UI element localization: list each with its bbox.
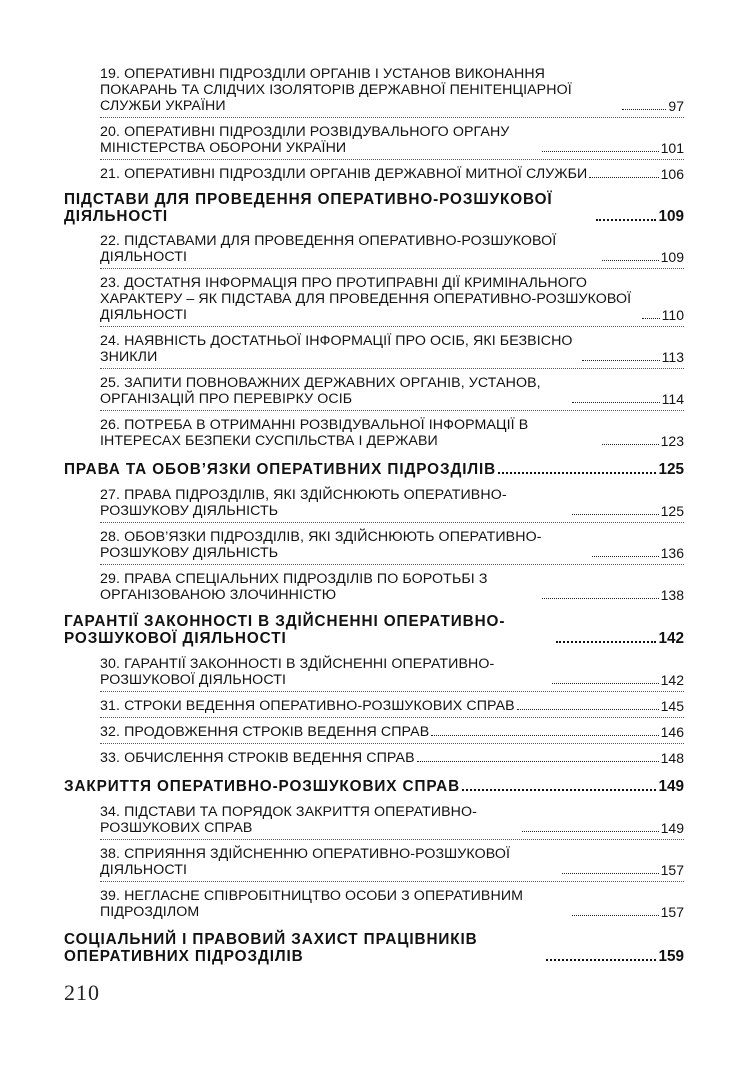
dot-leader	[498, 472, 656, 474]
separator	[100, 881, 684, 882]
toc-entry-title: 19. ОПЕРАТИВНІ ПІДРОЗДІЛИ ОРГАНІВ І УСТАНОВ ВИКОНАННЯ ПОКАРАНЬ ТА СЛІДЧИХ ІЗОЛЯТОРІВ ДЕРЖАВНОЇ ПЕНІТЕНЦІАРНОЇ СЛУЖБИ УКРАЇНИ	[100, 66, 572, 114]
toc-entry-page: 145	[660, 698, 684, 714]
toc-entry-page: 123	[660, 433, 684, 449]
toc-entry-title: 22. ПІДСТАВАМИ ДЛЯ ПРОВЕДЕННЯ ОПЕРАТИВНО-РОЗШУКОВОЇ ДІЯЛЬНОСТІ	[100, 233, 557, 265]
toc-entry-page: 148	[660, 750, 684, 766]
toc-entry[interactable]	[100, 166, 684, 182]
toc-entry[interactable]	[100, 724, 684, 740]
toc-entry-title: 21. ОПЕРАТИВНІ ПІДРОЗДІЛИ ОРГАНІВ ДЕРЖАВНОЇ МИТНОЇ СЛУЖБИ	[100, 166, 588, 182]
table-of-contents	[64, 64, 684, 965]
toc-section-page: 109	[658, 208, 684, 225]
toc-entry-title: 30. ГАРАНТІЇ ЗАКОННОСТІ В ЗДІЙСНЕННІ ОПЕРАТИВНО-РОЗШУКОВОЇ ДІЯЛЬНОСТІ	[100, 656, 495, 688]
dot-leader	[602, 444, 659, 445]
toc-entry[interactable]	[100, 124, 684, 156]
toc-entry-title: 28. ОБОВ’ЯЗКИ ПІДРОЗДІЛІВ, ЯКІ ЗДІЙСНЮЮТЬ ОПЕРАТИВНО-РОЗШУКОВУ ДІЯЛЬНІСТЬ	[100, 529, 542, 561]
toc-entry-title: 34. ПІДСТАВИ ТА ПОРЯДОК ЗАКРИТТЯ ОПЕРАТИВНО-РОЗШУКОВИХ СПРАВ	[100, 804, 477, 836]
toc-entry[interactable]	[100, 888, 684, 920]
toc-entry[interactable]	[100, 233, 684, 265]
toc-entry[interactable]	[100, 333, 684, 365]
dot-leader	[592, 556, 659, 557]
toc-entry-page: 157	[660, 862, 684, 878]
toc-entry-title: 23. ДОСТАТНЯ ІНФОРМАЦІЯ ПРО ПРОТИПРАВНІ ДІЇ КРИМІНАЛЬНОГО ХАРАКТЕРУ – ЯК ПІДСТАВА ДЛЯ ПРОВЕДЕННЯ ОПЕРАТИВНО-РОЗШУКОВОЇ ДІЯЛЬНОСТІ	[100, 275, 632, 323]
toc-entry-title: 31. СТРОКИ ВЕДЕННЯ ОПЕРАТИВНО-РОЗШУКОВИХ СПРАВ	[100, 698, 515, 714]
toc-entry-page: 106	[660, 166, 684, 182]
dot-leader	[517, 709, 659, 710]
dot-leader	[596, 219, 656, 221]
toc-entry-page: 146	[660, 724, 684, 740]
toc-section-page: 149	[658, 778, 684, 795]
dot-leader	[417, 761, 659, 762]
toc-section[interactable]	[64, 613, 684, 647]
toc-entry-title: 20. ОПЕРАТИВНІ ПІДРОЗДІЛИ РОЗВІДУВАЛЬНОГО ОРГАНУ МІНІСТЕРСТВА ОБОРОНИ УКРАЇНИ	[100, 124, 510, 156]
toc-entry-title: 27. ПРАВА ПІДРОЗДІЛІВ, ЯКІ ЗДІЙСНЮЮТЬ ОПЕРАТИВНО-РОЗШУКОВУ ДІЯЛЬНІСТЬ	[100, 487, 507, 519]
dot-leader	[522, 831, 659, 832]
dot-leader	[556, 641, 656, 643]
toc-entry-page: 109	[660, 249, 684, 265]
dot-leader	[431, 735, 658, 736]
toc-entry-title: 29. ПРАВА СПЕЦІАЛЬНИХ ПІДРОЗДІЛІВ ПО БОРОТЬБІ З ОРГАНІЗОВАНОЮ ЗЛОЧИННІСТЮ	[100, 571, 488, 603]
separator	[100, 743, 684, 744]
toc-section[interactable]	[64, 778, 684, 795]
toc-section[interactable]	[64, 461, 684, 478]
toc-entry[interactable]	[100, 571, 684, 603]
dot-leader	[572, 915, 659, 916]
toc-entry[interactable]	[100, 656, 684, 688]
toc-entry[interactable]	[100, 750, 684, 766]
toc-entry[interactable]	[100, 529, 684, 561]
toc-entry[interactable]	[100, 698, 684, 714]
separator	[100, 522, 684, 523]
toc-entry[interactable]	[100, 487, 684, 519]
toc-entry-title: 33. ОБЧИСЛЕННЯ СТРОКІВ ВЕДЕННЯ СПРАВ	[100, 750, 415, 766]
dot-leader	[622, 109, 666, 110]
toc-entry[interactable]	[100, 846, 684, 878]
toc-entry-page: 97	[668, 98, 684, 114]
toc-entry-title: 25. ЗАПИТИ ПОВНОВАЖНИХ ДЕРЖАВНИХ ОРГАНІВ, УСТАНОВ, ОРГАНІЗАЦІЙ ПРО ПЕРЕВІРКУ ОСІБ	[100, 375, 541, 407]
toc-entry-page: 125	[660, 503, 684, 519]
toc-entry[interactable]	[100, 804, 684, 836]
toc-entry[interactable]	[100, 275, 684, 323]
toc-section-page: 125	[658, 461, 684, 478]
toc-section[interactable]	[64, 191, 684, 225]
toc-entry-title: 26. ПОТРЕБА В ОТРИМАННІ РОЗВІДУВАЛЬНОЇ ІНФОРМАЦІЇ В ІНТЕРЕСАХ БЕЗПЕКИ СУСПІЛЬСТВА І ДЕРЖАВИ	[100, 417, 529, 449]
toc-section[interactable]	[64, 931, 684, 965]
separator	[100, 717, 684, 718]
dot-leader	[572, 514, 659, 515]
toc-entry-title: 32. ПРОДОВЖЕННЯ СТРОКІВ ВЕДЕННЯ СПРАВ	[100, 724, 430, 740]
separator	[100, 159, 684, 160]
dot-leader	[602, 260, 659, 261]
separator	[100, 117, 684, 118]
toc-section-title: ПІДСТАВИ ДЛЯ ПРОВЕДЕННЯ ОПЕРАТИВНО-РОЗШУКОВОЇ ДІЯЛЬНОСТІ	[64, 191, 553, 225]
dot-leader	[546, 959, 656, 961]
toc-entry-page: 138	[660, 587, 684, 603]
separator	[100, 564, 684, 565]
toc-entry-page: 114	[661, 391, 684, 407]
toc-section-title: ГАРАНТІЇ ЗАКОННОСТІ В ЗДІЙСНЕННІ ОПЕРАТИВНО-РОЗШУКОВОЇ ДІЯЛЬНОСТІ	[64, 613, 506, 647]
dot-leader	[589, 177, 658, 178]
separator	[100, 326, 684, 327]
toc-entry-page: 142	[660, 672, 684, 688]
toc-entry-page: 101	[660, 140, 684, 156]
toc-section-title: ПРАВА ТА ОБОВ’ЯЗКИ ОПЕРАТИВНИХ ПІДРОЗДІЛІВ	[64, 461, 497, 478]
toc-section-page: 159	[658, 948, 684, 965]
dot-leader	[582, 360, 660, 361]
separator	[100, 839, 684, 840]
toc-entry-page: 113	[661, 349, 684, 365]
toc-entry-title: 24. НАЯВНІСТЬ ДОСТАТНЬОЇ ІНФОРМАЦІЇ ПРО ОСІБ, ЯКІ БЕЗВІСНО ЗНИКЛИ	[100, 333, 573, 365]
toc-entry[interactable]	[100, 417, 684, 449]
dot-leader	[562, 873, 659, 874]
separator	[100, 691, 684, 692]
toc-entry[interactable]	[100, 64, 684, 114]
toc-entry-page: 149	[660, 820, 684, 836]
separator	[100, 410, 684, 411]
dot-leader	[542, 151, 659, 152]
dot-leader	[552, 683, 659, 684]
toc-entry[interactable]	[100, 375, 684, 407]
separator	[100, 268, 684, 269]
toc-entry-title: 39. НЕГЛАСНЕ СПІВРОБІТНИЦТВО ОСОБИ З ОПЕРАТИВНИМ ПІДРОЗДІЛОМ	[100, 888, 524, 920]
toc-entry-page: 136	[660, 545, 684, 561]
separator	[100, 368, 684, 369]
toc-entry-title: 38. СПРИЯННЯ ЗДІЙСНЕННЮ ОПЕРАТИВНО-РОЗШУКОВОЇ ДІЯЛЬНОСТІ	[100, 846, 511, 878]
page-number: 210	[64, 980, 100, 1005]
dot-leader	[542, 598, 659, 599]
dot-leader	[572, 402, 660, 403]
dot-leader	[462, 789, 656, 791]
dot-leader	[642, 318, 660, 319]
toc-section-title: ЗАКРИТТЯ ОПЕРАТИВНО-РОЗШУКОВИХ СПРАВ	[64, 778, 461, 795]
toc-entry-page: 110	[661, 307, 684, 323]
toc-entry-page: 157	[660, 904, 684, 920]
toc-section-title: СОЦІАЛЬНИЙ І ПРАВОВИЙ ЗАХИСТ ПРАЦІВНИКІВ ОПЕРАТИВНИХ ПІДРОЗДІЛІВ	[64, 931, 478, 965]
toc-section-page: 142	[658, 630, 684, 647]
